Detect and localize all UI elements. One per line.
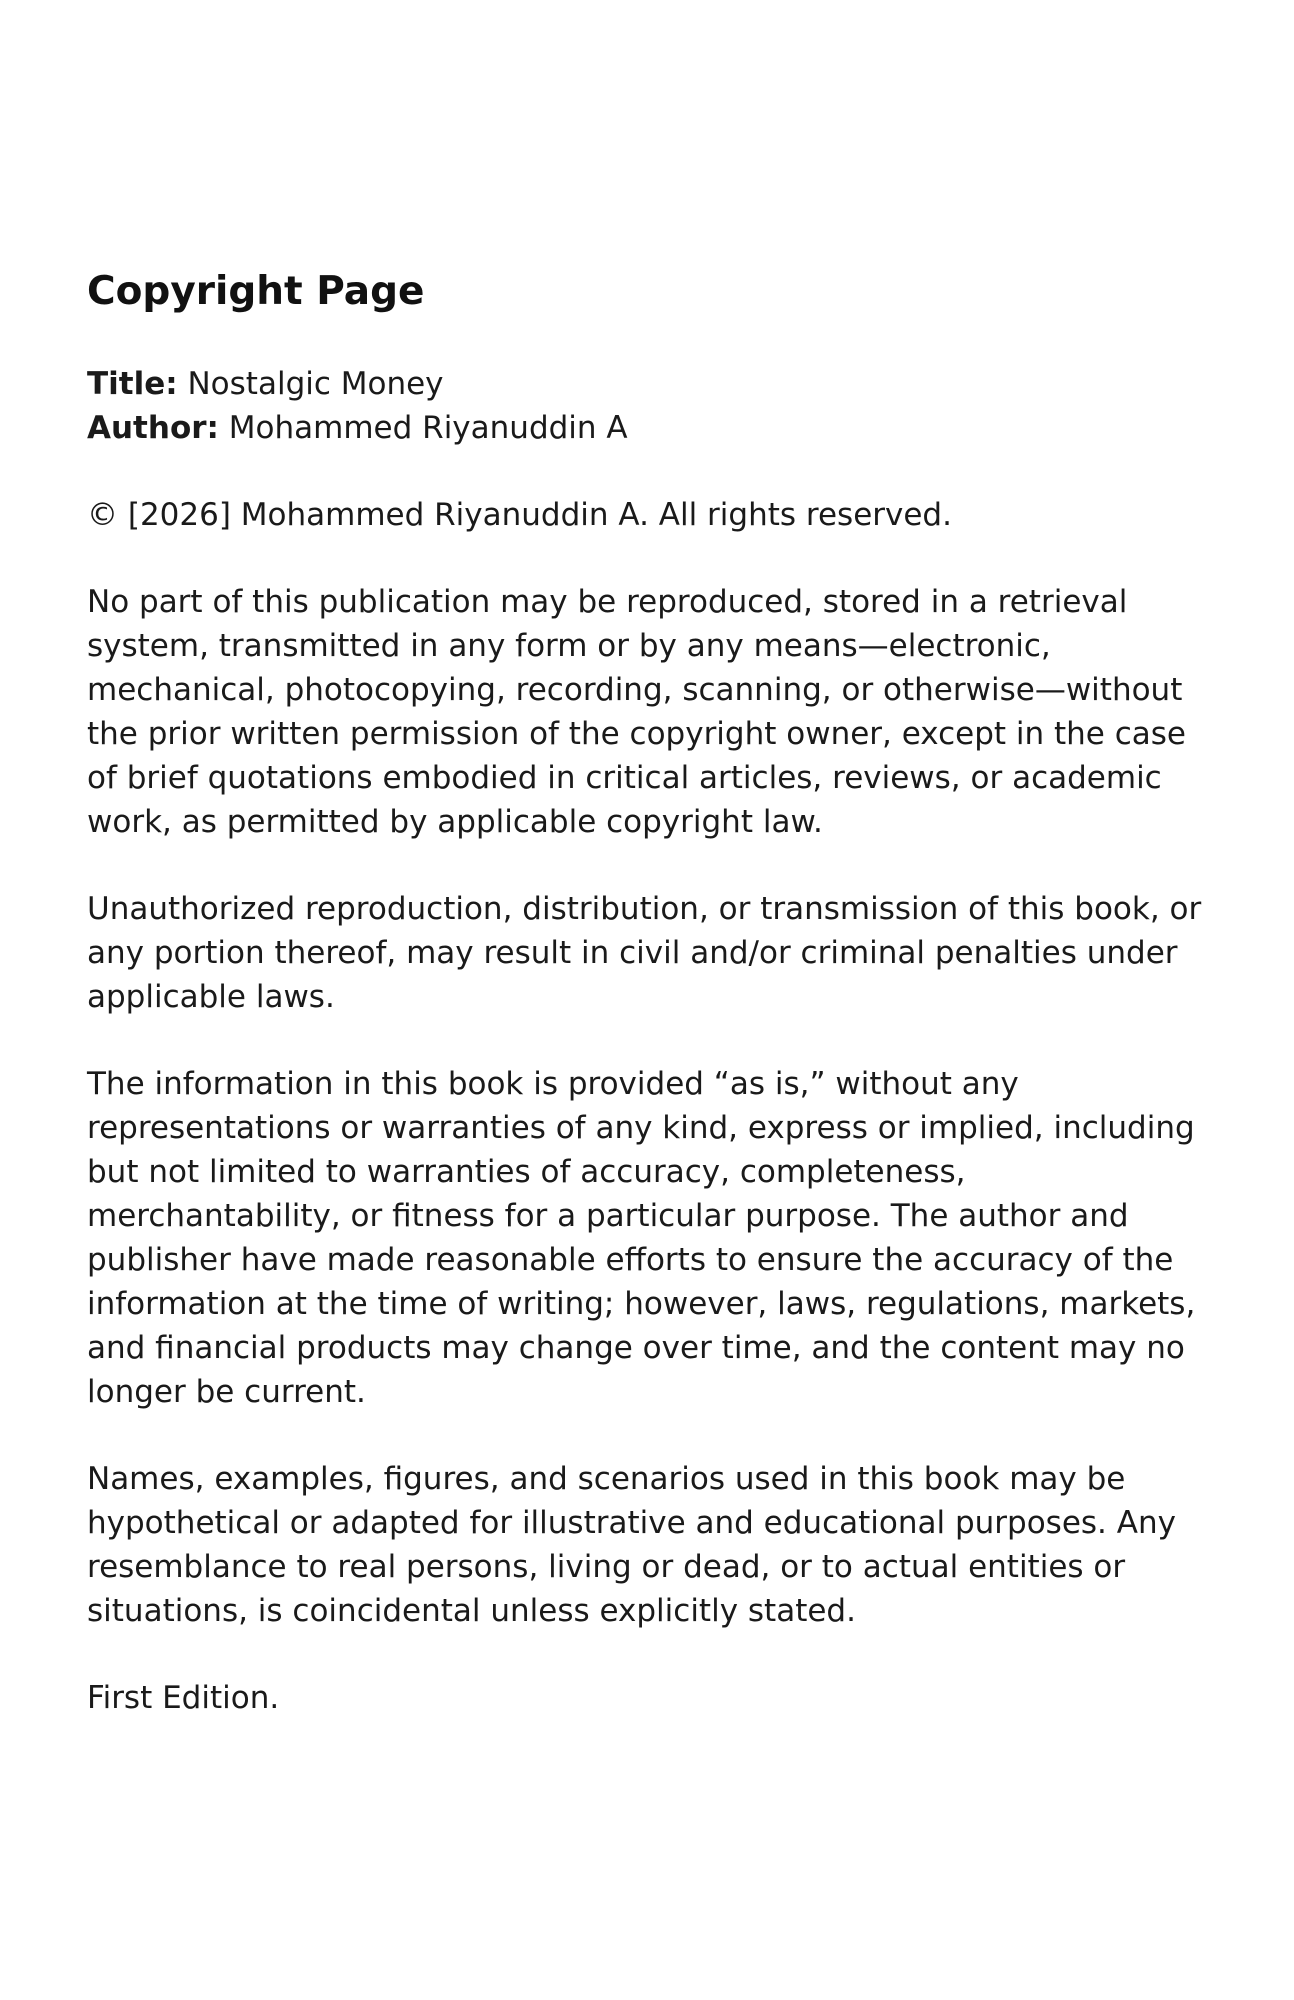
copyright-page: [87, 268, 1207, 1720]
spacer: [87, 537, 1207, 580]
fiction-paragraph: Names, examples, figures, and scenarios used in this book may be hypothetical or adapted for illustrative and educational purposes. Any resemblance to real persons, living or dead, or to actual entities or situations, is coincidental unless explicitly stated.: [87, 1461, 1176, 1629]
title-value: Nostalgic Money: [177, 366, 444, 402]
author-line: [87, 406, 1207, 450]
spacer: [87, 1414, 1207, 1457]
disclaimer-paragraph: The information in this book is provided “as is,” without any representations or warranties of any kind, express or implied, including but not limited to warranties of accuracy, completeness, merchantability, or fitness for a particular purpose. The author and publisher have made reasonable efforts to ensure the accuracy of the information at the time of writing; however, laws, regulations, markets, and financial products may change over time, and the content may no longer be current.: [87, 1066, 1196, 1410]
spacer: [87, 1019, 1207, 1062]
spacer: [87, 450, 1207, 493]
copyright-notice: © [2026] Mohammed Riyanuddin A. All rights reserved.: [87, 497, 952, 533]
penalties-paragraph: Unauthorized reproduction, distribution, or transmission of this book, or any portion thereof, may result in civil and/or criminal penalties under applicable laws.: [87, 891, 1202, 1015]
title-label: Title:: [87, 366, 178, 402]
author-label: Author:: [87, 410, 219, 446]
page-title: Copyright Page: [87, 269, 425, 314]
reproduction-paragraph: No part of this publication may be reproduced, stored in a retrieval system, transmitted in any form or by any means—electronic, mechanical, photocopying, recording, scanning, or otherwise—without the prior written permission of the copyright owner, except in the case of brief quotations embodied in critical articles, reviews, or academic work, as permitted by applicable copyright law.: [87, 584, 1186, 840]
spacer: [87, 844, 1207, 887]
author-value: Mohammed Riyanuddin A: [218, 410, 628, 446]
spacer: [87, 1633, 1207, 1676]
edition-line: First Edition.: [87, 1680, 280, 1716]
title-line: [87, 362, 1207, 406]
